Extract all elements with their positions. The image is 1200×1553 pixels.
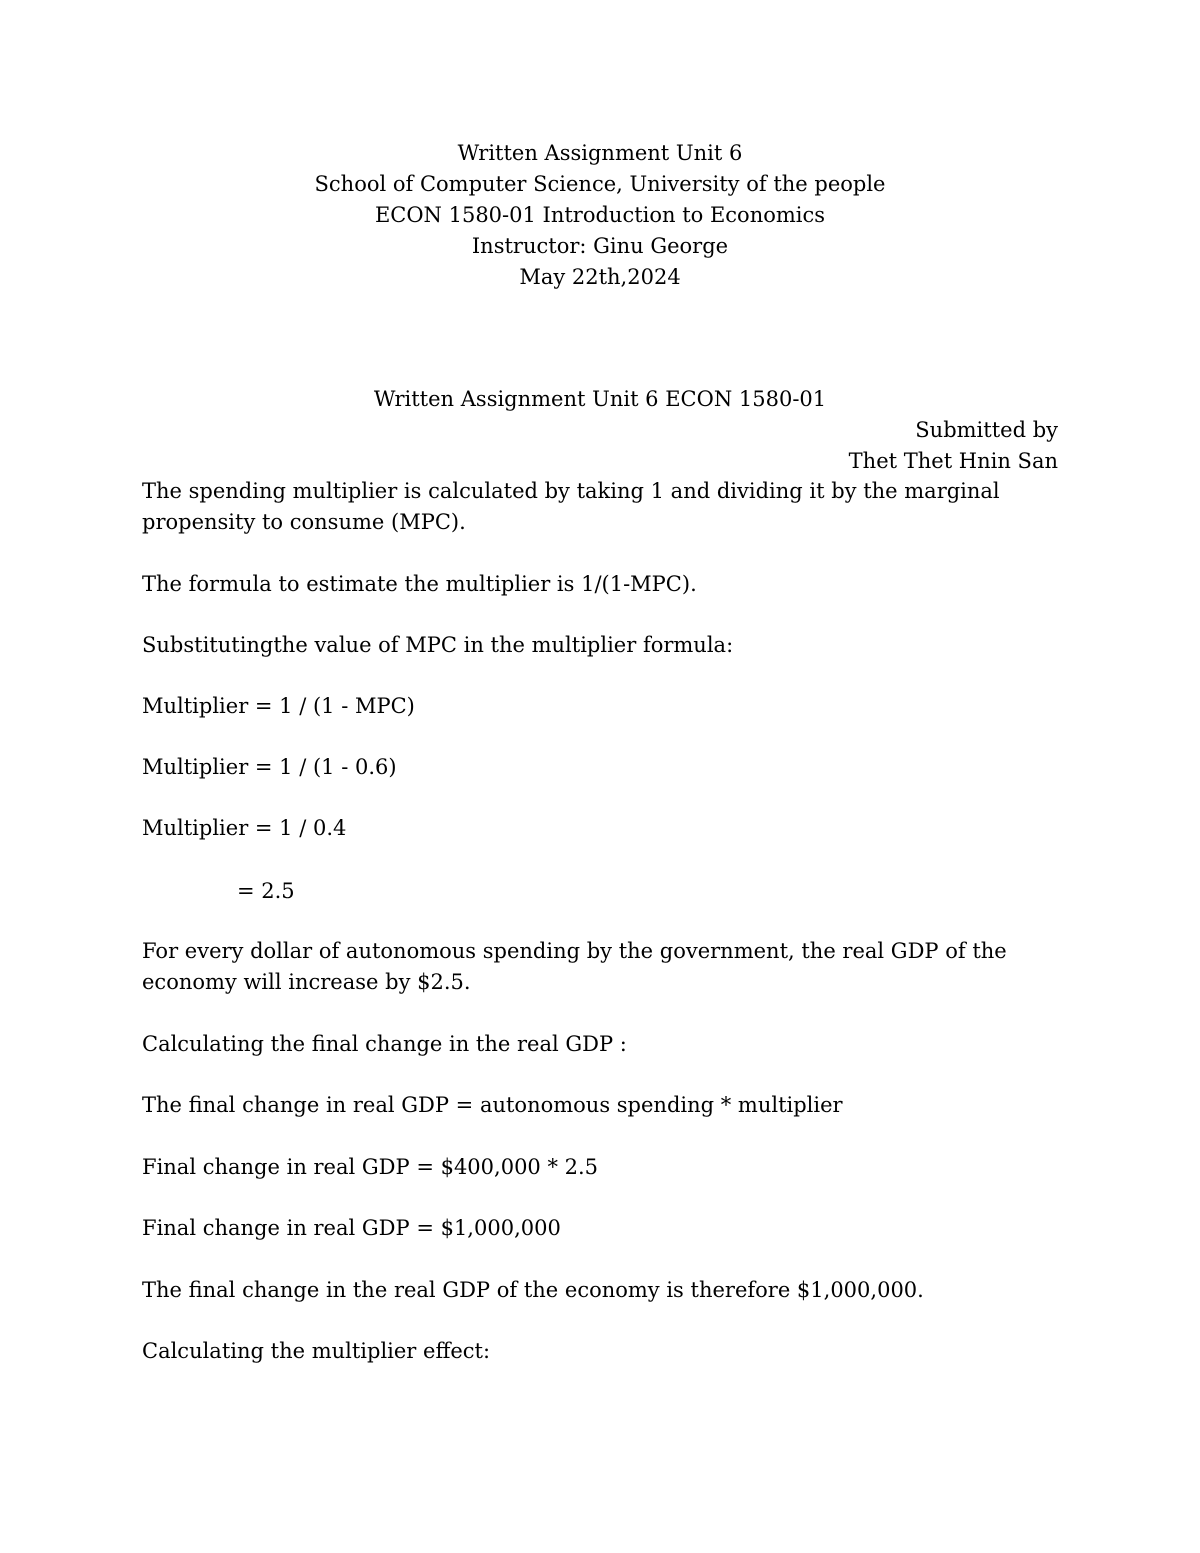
instructor-name: Instructor: Ginu George (471, 234, 729, 258)
equation-line: Multiplier = 1 / (1 - 0.6) (142, 755, 397, 779)
paragraph: The final change in real GDP = autonomous spending * multiplier (142, 1093, 843, 1117)
equation-line: Final change in real GDP = $1,000,000 (142, 1216, 561, 1240)
paragraph: Calculating the multiplier effect: (142, 1339, 491, 1363)
document-heading: Written Assignment Unit 6 ECON 1580-01 (373, 387, 827, 411)
paragraph: The formula to estimate the multiplier is 1/(1-MPC). (142, 572, 697, 596)
school-name: School of Computer Science, University of the people (314, 172, 886, 196)
course-name: ECON 1580-01 Introduction to Economics (374, 203, 826, 227)
paragraph: Substitutingthe value of MPC in the multiplier formula: (142, 633, 734, 657)
submitted-by-label: Submitted by (915, 418, 1058, 442)
paragraph-line: For every dollar of autonomous spending by the government, the real GDP of the (142, 939, 1007, 963)
assignment-title: Written Assignment Unit 6 (457, 141, 743, 165)
paragraph: The final change in the real GDP of the economy is therefore $1,000,000. (142, 1278, 924, 1302)
submitted-by-block (849, 415, 1058, 477)
equation-line: Multiplier = 1 / (1 - MPC) (142, 694, 415, 718)
equation-line: Final change in real GDP = $400,000 * 2.5 (142, 1155, 599, 1179)
author-name: Thet Thet Hnin San (848, 449, 1058, 473)
paragraph-line: propensity to consume (MPC). (142, 510, 466, 534)
equation-line: = 2.5 (237, 879, 295, 903)
paragraph: Calculating the final change in the real GDP : (142, 1032, 627, 1056)
paragraph-line: economy will increase by $2.5. (142, 970, 471, 994)
title-block (0, 138, 1200, 293)
submission-date: May 22th,2024 (519, 265, 681, 289)
paragraph-line: The spending multiplier is calculated by taking 1 and dividing it by the marginal (142, 479, 1000, 503)
equation-line: Multiplier = 1 / 0.4 (142, 816, 347, 840)
